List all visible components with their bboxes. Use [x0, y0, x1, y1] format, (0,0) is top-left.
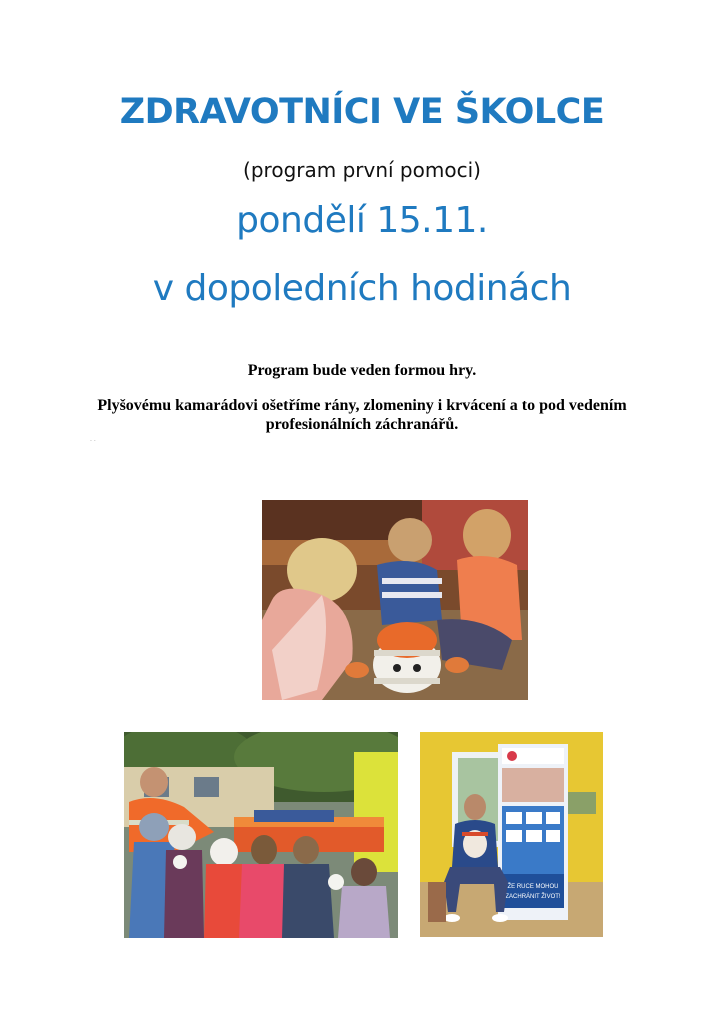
event-time: v dopoledních hodinách	[152, 268, 572, 309]
banner-text-line2: ZACHRÁNIT ŽIVOT!	[505, 894, 561, 900]
banner-text-line1: ŽE RUCE MOHOU	[507, 884, 559, 890]
stray-dots: . .	[90, 436, 96, 443]
program-details: Plyšovému kamarádovi ošetříme rány, zlomeniny i krvácení a to pod vedením profesionálních záchranářů.	[97, 397, 627, 433]
program-description: Program bude veden formou hry.	[247, 362, 477, 379]
paramedic-presenting-in-classroom-photo	[420, 732, 603, 937]
event-date: pondělí 15.11.	[236, 200, 488, 241]
page-subtitle: (program první pomoci)	[243, 158, 481, 182]
children-at-ambulance-stretcher-photo	[124, 732, 398, 938]
page-title: ZDRAVOTNÍCI VE ŠKOLCE	[119, 92, 605, 132]
children-bandaging-plush-toy-photo	[262, 500, 528, 700]
